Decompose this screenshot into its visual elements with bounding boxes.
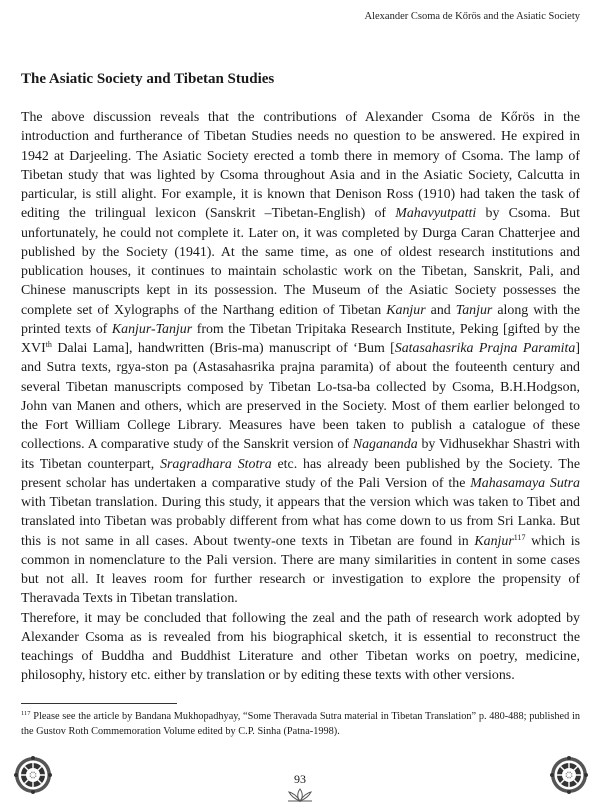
- lotus-ornament-icon: [284, 787, 316, 803]
- text-run: Dalai Lama], handwritten (Bris-ma) manuscript of ‘Bum [: [51, 341, 395, 356]
- italic-term: Mahasamaya Sutra: [470, 475, 580, 491]
- page-number: 93: [294, 772, 306, 786]
- text-run: along with the printed texts of: [21, 302, 580, 337]
- italic-term: Mahavyutpatti: [395, 206, 477, 222]
- italic-term: Naganandа: [352, 437, 418, 453]
- italic-term: Kanjur: [474, 533, 514, 549]
- italic-term: Kanjur: [386, 302, 426, 318]
- text-run: which is common in nomenclature to the Pali version. There are many similarities in content in some cases but not all. It leaves room for further research or investigation to explore the propensity of Theravada Texts in Tibetan translation.: [21, 533, 580, 607]
- running-head: Alexander Csoma de Kőrös and the Asiatic Society: [364, 11, 580, 22]
- text-run: ] and Sutra texts, rgya-ston pa (Astasahasrika prajna paramita) of about the fouteenth century and several Tibetan manuscripts composed by Tibetan Lo-tsa-ba collected by Csoma, B.H.Hodgson, John van Manen and others, which are preserved in the Society. Most of them earlier belonged to the Fort William College Library. Measures have been taken to publish a catalogue of these collections. A comparative study of the Sanskrit version of: [21, 341, 580, 453]
- footnote-marker: 117: [21, 710, 31, 717]
- section-title: The Asiatic Society and Tibetan Studies: [21, 71, 275, 87]
- text-run: with Tibetan translation. During this study, it appears that the version which was taken to Tibet and translated into Tibetan was probably different from what has come down to us from Sri Lanka. But this is not same in all cases. About twenty-one texts in Tibetan are found in: [21, 495, 580, 549]
- footnote-ref[interactable]: 117: [513, 532, 526, 542]
- footnote-divider: [21, 703, 177, 704]
- italic-term: Satasahasrika Prajna Paramita: [394, 341, 576, 356]
- ordinal-superscript: th: [45, 340, 52, 349]
- text-run: and: [425, 302, 456, 318]
- body-text: [21, 108, 580, 686]
- footnote-text: Please see the article by Bandana Mukhopadhyay, “Some Theravada Sutra material in Tibetan Translation” p. 480-488; published in the Gustov Roth Commemoration Volume edited by C.P. Sinha (Patna-1998).: [21, 711, 580, 737]
- italic-term: Sragradhara Stotra: [160, 456, 272, 472]
- text-run: from the Tibetan Tripitaka Research Institute, Peking [gifted by the XVI: [21, 321, 580, 356]
- text-run: by Csoma. But unfortunately, he could not complete it. Later on, it was completed by Durga Caran Chatterjee and published by the Society (1941). At the same time, as one of oldest research institutions and publication houses, it continues to maintain scholastic work on the Tibetan, Sanskrit, Pali, and Chinese manuscripts kept in its possession. The Museum of the Asiatic Society possesses the complete set of Xylographs of the Narthang edition of Tibetan: [21, 206, 580, 318]
- text-run: The above discussion reveals that the contributions of Alexander Csoma de Kőrös in the introduction and furtherance of Tibetan Studies needs no question to be answered. He expired in 1942 at Darjeeling. The Asiatic Society erected a tomb there in memory of Csoma. The lamp of Tibetan study that was lighted by Csoma throughout Asia and in the Asiatic Society, Calcutta in particular, is still alight. For example, it is known that Denison Ross (1910) had taken the task of editing the trilingual lexicon (Sanskrit –Tibetan-English) of: [21, 110, 580, 222]
- text-run: by Vidhusekhar Shastri with its Tibetan counterpart,: [21, 437, 580, 472]
- paragraph-2: Therefore, it may be concluded that following the zeal and the path of research work adopted by Alexander Csoma as is revealed from his biographical sketch, it is essential to reconstruct the teachings of Buddha and Buddhist Literature and other Tibetan works on poetry, medicine, philosophy, history etc. either by translation or by editing these texts with other versions.: [21, 610, 580, 684]
- text-run: etc. has already been published by the Society. The present scholar has undertaken a comparative study of the Pali Version of the: [21, 456, 581, 491]
- paragraph-1: [21, 108, 580, 609]
- italic-term: Kanjur-Tanjur: [111, 321, 193, 337]
- footnote: [21, 710, 580, 739]
- italic-term: Tanjur: [455, 302, 493, 318]
